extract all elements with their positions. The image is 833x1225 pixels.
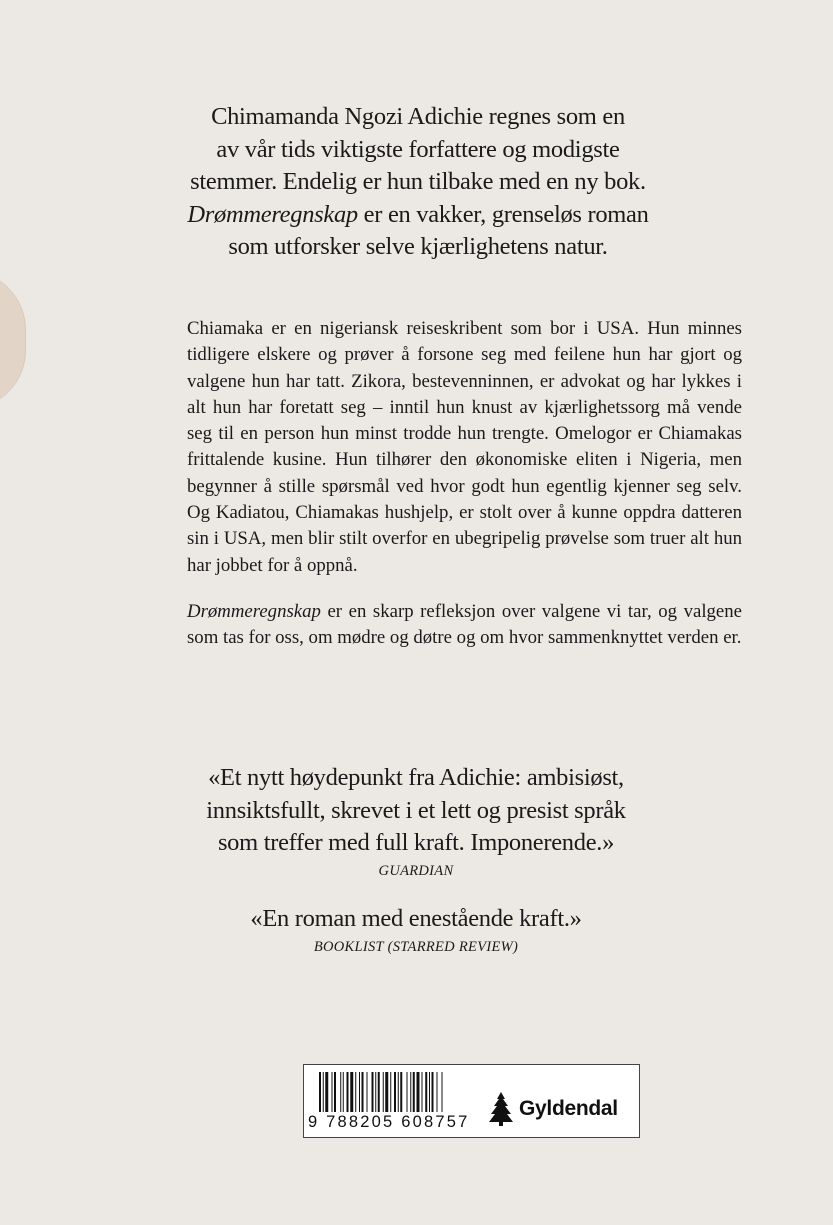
quote-line: «En roman med enestående kraft.» bbox=[250, 905, 582, 932]
barcode-bar bbox=[383, 1072, 384, 1112]
barcode-bar bbox=[425, 1072, 427, 1112]
barcode-bar bbox=[407, 1072, 408, 1112]
barcode-bar bbox=[410, 1072, 411, 1112]
intro-line: stemmer. Endelig er hun tilbake med en ny bok. bbox=[190, 168, 646, 195]
quote-source: BOOKLIST (STARRED REVIEW) bbox=[313, 938, 519, 955]
barcode-bar bbox=[323, 1072, 324, 1112]
intro-line bbox=[180, 199, 656, 232]
barcode-bar bbox=[332, 1072, 333, 1112]
barcode-bar bbox=[417, 1072, 420, 1112]
barcode-bar bbox=[362, 1072, 364, 1112]
barcode-bar bbox=[437, 1072, 438, 1112]
intro-line: som utforsker selve kjærlighetens natur. bbox=[228, 233, 608, 260]
barcode-bar bbox=[334, 1072, 336, 1112]
barcode-bar bbox=[390, 1072, 391, 1112]
barcode-bar bbox=[432, 1072, 434, 1112]
quote-line: innsiktsfullt, skrevet i et lett og presist språk bbox=[206, 796, 626, 824]
barcode-bar bbox=[385, 1072, 388, 1112]
synopsis-paragraph bbox=[187, 599, 742, 652]
barcode-bar bbox=[355, 1072, 356, 1112]
barcode-bar bbox=[359, 1072, 360, 1112]
intro-line: av vår tids viktigste forfattere og modigste bbox=[216, 135, 620, 163]
barcode-bar bbox=[413, 1072, 415, 1112]
barcode-bar bbox=[400, 1072, 402, 1112]
barcode-panel bbox=[303, 1064, 640, 1138]
barcode-bar bbox=[372, 1072, 374, 1112]
barcode-bar bbox=[350, 1072, 353, 1112]
synopsis bbox=[187, 316, 742, 652]
review-quote bbox=[160, 903, 672, 956]
quote-line: som treffer med full kraft. Imponerende.» bbox=[217, 829, 615, 856]
barcode-bar bbox=[375, 1072, 376, 1112]
barcode-bar bbox=[429, 1072, 430, 1112]
synopsis-paragraph-rest: er en skarp refleksjon over valgene vi tar, og valgene som tas for oss, om mødre og døtre og om hvor sammenknyttet verden er. bbox=[187, 600, 742, 649]
isbn-number: 9 788205 608757 bbox=[308, 1113, 470, 1131]
barcode-bar bbox=[378, 1072, 380, 1112]
publisher-logo bbox=[488, 1091, 618, 1127]
barcode-bar bbox=[398, 1072, 399, 1112]
publisher-name: Gyldendal bbox=[519, 1097, 618, 1120]
tree-icon bbox=[488, 1091, 514, 1127]
quote-source: GUARDIAN bbox=[378, 862, 454, 879]
book-title: Drømmeregnskap bbox=[187, 200, 358, 228]
barcode-bar bbox=[367, 1072, 368, 1112]
barcode bbox=[319, 1072, 479, 1112]
barcode-bar bbox=[325, 1072, 328, 1112]
barcode-bar bbox=[442, 1072, 443, 1112]
intro-line-rest: er en vakker, grenseløs roman bbox=[357, 200, 649, 228]
synopsis-paragraph: Chiamaka er en nigeriansk reiseskribent som bor i USA. Hun minnes tidligere elskere og prøver å forsone seg med feilene hun har gjort og valgene hun har tatt. Zikora, bestevenninnen, er advokat og har lykkes i alt hun har foretatt seg – inntil hun knust av kjærlighetssorg må vende seg til en person hun minst trodde hun trengte. Omelogor er Chiamakas frittalende kusine. Hun tilhører den økonomiske eliten i Nigeria, men begynner å stille spørsmål ved hvor godt hun egentlig kjenner seg selv. Og Kadiatou, Chiamakas hushjelp, er stolt over å kunne oppdra datteren sin i USA, men blir stilt overfor en ubegripelig prøvelse som truer alt hun har jobbet for å oppnå. bbox=[187, 318, 742, 576]
barcode-bar bbox=[340, 1072, 341, 1112]
barcode-bar bbox=[347, 1072, 349, 1112]
intro-blurb bbox=[180, 101, 656, 264]
cover-edge-shape bbox=[0, 270, 26, 410]
barcode-bar bbox=[343, 1072, 344, 1112]
barcode-bar bbox=[394, 1072, 396, 1112]
quote-line: «Et nytt høydepunkt fra Adichie: ambisiøst, bbox=[208, 764, 624, 791]
book-title: Drømmeregnskap bbox=[187, 600, 321, 622]
review-quote bbox=[160, 762, 672, 880]
intro-line: Chimamanda Ngozi Adichie regnes som en bbox=[211, 103, 625, 130]
barcode-bar bbox=[422, 1072, 423, 1112]
barcode-bar bbox=[319, 1072, 321, 1112]
